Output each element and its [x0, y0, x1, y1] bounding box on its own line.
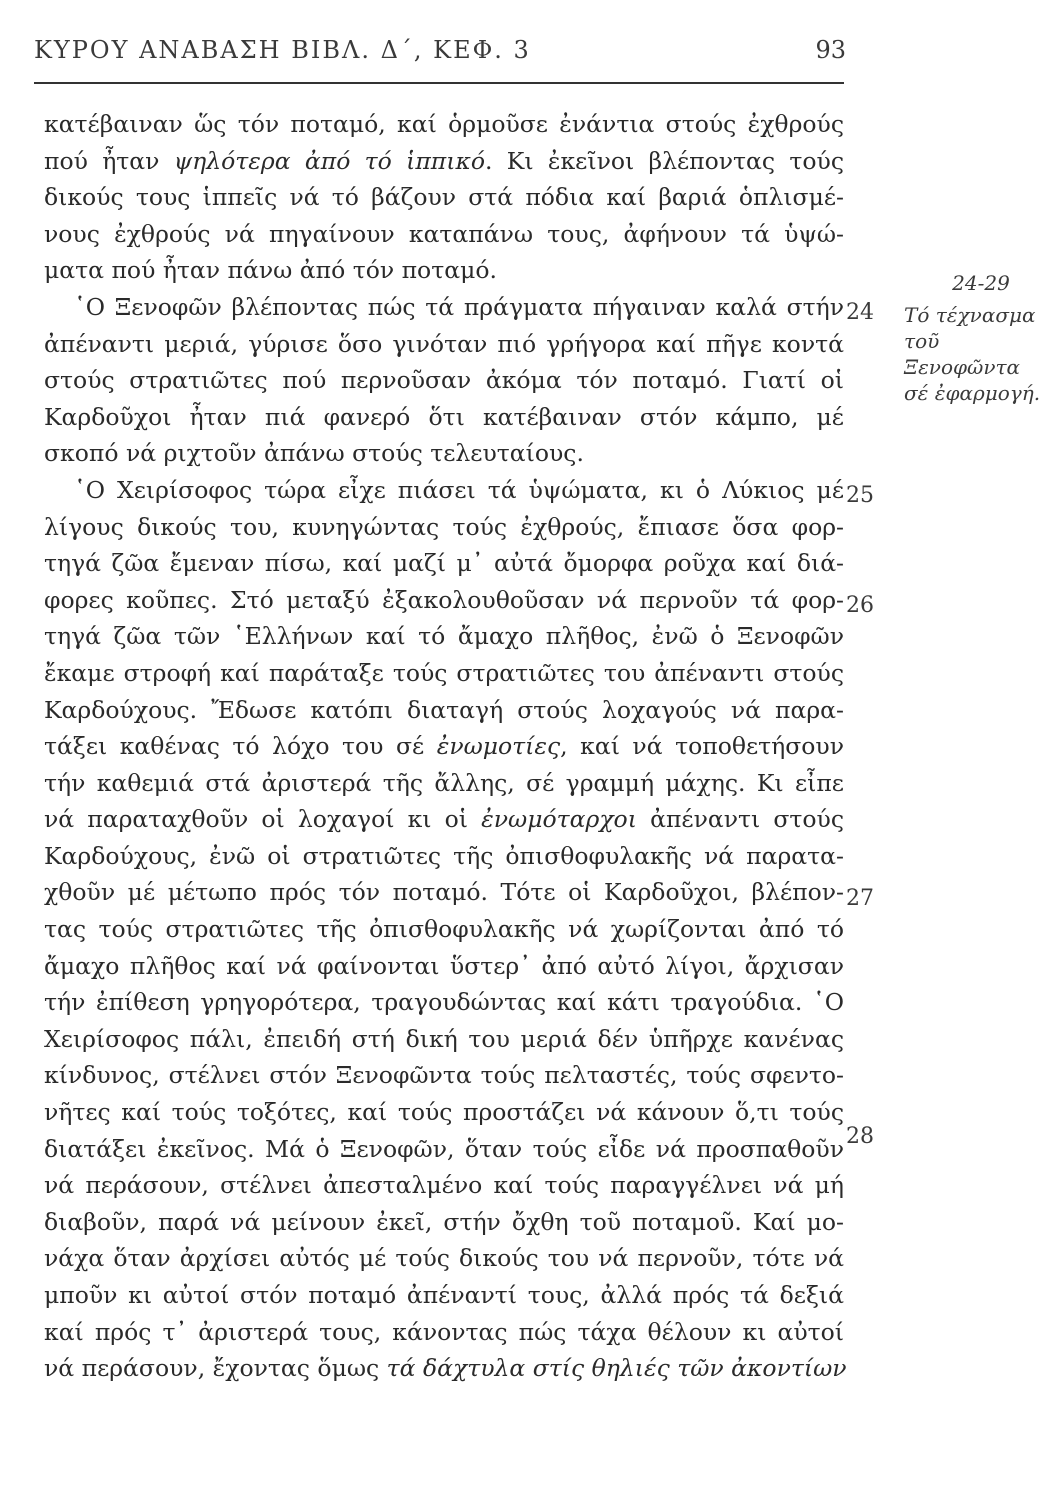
- italic-term: ψηλότερα ἀπό τό ἱππικό: [173, 146, 486, 175]
- margin-note: [898, 270, 1048, 406]
- text-run: νῆτες καί τούς τοξότες, καί τούς προστάζει νά κάνουν ὅ,τι τούς: [44, 1098, 844, 1127]
- text-line: [44, 106, 844, 143]
- running-title: ΚΥΡΟΥ ΑΝΑΒΑΣΗ ΒΙΒΛ. Δ΄, ΚΕΦ. 3: [34, 36, 531, 64]
- text-run: χθοῦν μέ μέτωπο πρός τόν ποταμό. Τότε οἱ Καρδοῦχοι, βλέπον-: [44, 878, 844, 907]
- text-line: [44, 435, 844, 472]
- text-line: [44, 838, 844, 875]
- text-line: [44, 874, 844, 911]
- text-run: Καρδούχους, ἐνῶ οἱ στρατιῶτες τῆς ὀπισθοφυλακῆς νά παρατα-: [44, 841, 844, 870]
- running-header: [34, 36, 846, 76]
- margin-note-range: 24-29: [952, 271, 1010, 295]
- text-line: [44, 1314, 844, 1351]
- margin-note-text: Τό τέχνασμα τοῦ Ξενοφῶντα σέ ἐφαρμογή.: [904, 303, 1041, 405]
- text-run: στούς στρατιῶτες πού περνοῦσαν ἀκόμα τόν ποταμό. Γιατί οἱ: [44, 366, 844, 395]
- text-run: λίγους δικούς του, κυνηγώντας τούς ἐχθρούς, ἔπιασε ὅσα φορ-: [44, 512, 844, 541]
- text-run: σκοπό νά ριχτοῦν ἀπάνω στούς τελευταίους.: [44, 439, 584, 468]
- body-text: [44, 106, 847, 1387]
- text-run: νους ἐχθρούς νά πηγαίνουν καταπάνω τους, ἀφήνουν τά ὑψώ-: [44, 219, 844, 248]
- text-line: [44, 1094, 844, 1131]
- text-line: [44, 326, 844, 363]
- text-line: [44, 1350, 847, 1387]
- text-run: τας τούς στρατιῶτες τῆς ὀπισθοφυλακῆς νά χωρίζονται ἀπό τό: [44, 915, 844, 944]
- text-run: κίνδυνος, στέλνει στόν Ξενοφῶντα τούς πελταστές, τούς σφεντο-: [44, 1061, 844, 1090]
- text-line: [44, 618, 844, 655]
- text-run: φορες κοῦπες. Στό μεταξύ ἐξακολουθοῦσαν νά περνοῦν τά φορ-: [44, 585, 844, 614]
- italic-term: ἐνωμοτίες: [436, 732, 561, 761]
- text-run: καί πρός τ᾽ ἀριστερά τους, κάνοντας πώς τάχα θέλουν κι αὐτοί: [44, 1317, 844, 1346]
- text-line: [44, 289, 844, 326]
- text-line: [44, 216, 844, 253]
- text-run: ῾Ο Χειρίσοφος τώρα εἶχε πιάσει τά ὑψώματα, κι ὁ Λύκιος μέ: [74, 475, 844, 504]
- text-run: μποῦν κι αὐτοί στόν ποταμό ἀπέναντί τους, ἀλλά πρός τά δεξιά: [44, 1281, 844, 1309]
- text-run: , καί νά τοποθετήσουν: [560, 732, 845, 761]
- text-run: ἄμαχο πλῆθος καί νά φαίνονται ὕστερ᾽ ἀπό αὐτό λίγοι, ἄρχισαν: [44, 951, 844, 980]
- text-run: νά περάσουν, στέλνει ἀπεσταλμένο καί τούς παραγγέλνει νά μή: [44, 1171, 844, 1200]
- text-run: Χειρίσοφος πάλι, ἐπειδή στή δική του μεριά δέν ὑπῆρχε κανένας: [44, 1024, 844, 1053]
- section-number: 24: [846, 300, 874, 325]
- text-line: [44, 179, 844, 216]
- text-line: [44, 1131, 844, 1168]
- text-line: [44, 948, 844, 985]
- text-run: ῾Ο Ξενοφῶν βλέποντας πώς τά πράγματα πήγαιναν καλά στήν: [74, 292, 844, 321]
- text-line: [44, 582, 844, 619]
- text-run: Καρδούχους. Ἔδωσε κατόπι διαταγή στούς λοχαγούς νά παρα-: [44, 695, 844, 724]
- text-line: [44, 1240, 844, 1277]
- text-run: ἔκαμε στροφή καί παράταξε τούς στρατιῶτες του ἀπέναντι στούς: [44, 658, 844, 687]
- text-run: νά περάσουν, ἔχοντας ὅμως: [44, 1354, 387, 1383]
- text-run: νάχα ὅταν ἀρχίσει αὐτός μέ τούς δικούς του νά περνοῦν, τότε νά: [44, 1244, 844, 1273]
- section-number: 25: [846, 483, 874, 508]
- page-number: 93: [815, 36, 846, 64]
- text-line: [44, 509, 844, 546]
- text-line: [44, 1021, 844, 1058]
- text-line: [44, 1277, 844, 1314]
- text-run: πού ἦταν: [44, 146, 174, 175]
- text-run: Καρδοῦχοι ἦταν πιά φανερό ὅτι κατέβαιναν στόν κάμπο, μέ: [44, 402, 844, 431]
- text-line: [44, 472, 844, 509]
- text-line: [44, 362, 844, 399]
- text-run: διαβοῦν, παρά νά μείνουν ἐκεῖ, στήν ὄχθη τοῦ ποταμοῦ. Καί μο-: [44, 1207, 844, 1236]
- text-line: [44, 728, 844, 765]
- text-line: [44, 655, 844, 692]
- text-line: [44, 1204, 844, 1241]
- text-run: τάξει καθένας τό λόχο του σέ: [44, 732, 437, 761]
- text-run: κατέβαιναν ὥς τόν ποταμό, καί ὁρμοῦσε ἐνάντια στούς ἐχθρούς: [44, 110, 844, 138]
- text-run: ἀπέναντι μεριά, γύρισε ὅσο γινόταν πιό γρήγορα καί πῆγε κοντά: [44, 329, 844, 358]
- text-line: [44, 984, 844, 1021]
- text-run: τήν καθεμιά στά ἀριστερά τῆς ἄλλης, σέ γραμμή μάχης. Κι εἶπε: [44, 768, 844, 797]
- text-line: [44, 143, 844, 180]
- text-run: διατάξει ἐκεῖνος. Μά ὁ Ξενοφῶν, ὅταν τούς εἶδε νά προσπαθοῦν: [44, 1134, 844, 1163]
- text-line: [44, 399, 844, 436]
- text-run: νά παραταχθοῦν οἱ λοχαγοί κι οἱ: [44, 805, 482, 834]
- text-line: [44, 911, 844, 948]
- text-run: τήν ἐπίθεση γρηγορότερα, τραγουδώντας καί κάτι τραγούδια. ῾Ο: [44, 988, 844, 1017]
- text-run: . Κι ἐκεῖνοι βλέποντας τούς: [485, 146, 844, 175]
- text-run: ματα πού ἦταν πάνω ἀπό τόν ποταμό.: [44, 256, 497, 285]
- text-line: [44, 692, 844, 729]
- text-line: [44, 252, 844, 289]
- text-run: τηγά ζῶα τῶν ῾Ελλήνων καί τό ἄμαχο πλῆθος, ἐνῶ ὁ Ξενοφῶν: [44, 622, 844, 651]
- section-number: 28: [846, 1124, 874, 1149]
- text-line: [44, 1057, 844, 1094]
- text-run: δικούς τους ἱππεῖς νά τό βάζουν στά πόδια καί βαριά ὁπλισμέ-: [44, 183, 844, 212]
- section-number: 27: [846, 886, 874, 911]
- text-line: [44, 1167, 844, 1204]
- text-line: [44, 545, 844, 582]
- text-run: τηγά ζῶα ἔμεναν πίσω, καί μαζί μ᾽ αὐτά ὄμορφα ροῦχα καί διά-: [44, 549, 844, 578]
- italic-term: τά δάχτυλα στίς θηλιές τῶν ἀκοντίων: [386, 1354, 847, 1383]
- text-line: [44, 801, 844, 838]
- text-run: ἀπέναντι στούς: [636, 805, 844, 834]
- header-rule: [34, 82, 844, 84]
- section-number: 26: [846, 593, 874, 618]
- text-line: [44, 765, 844, 802]
- italic-term: ἐνωμόταρχοι: [481, 805, 637, 834]
